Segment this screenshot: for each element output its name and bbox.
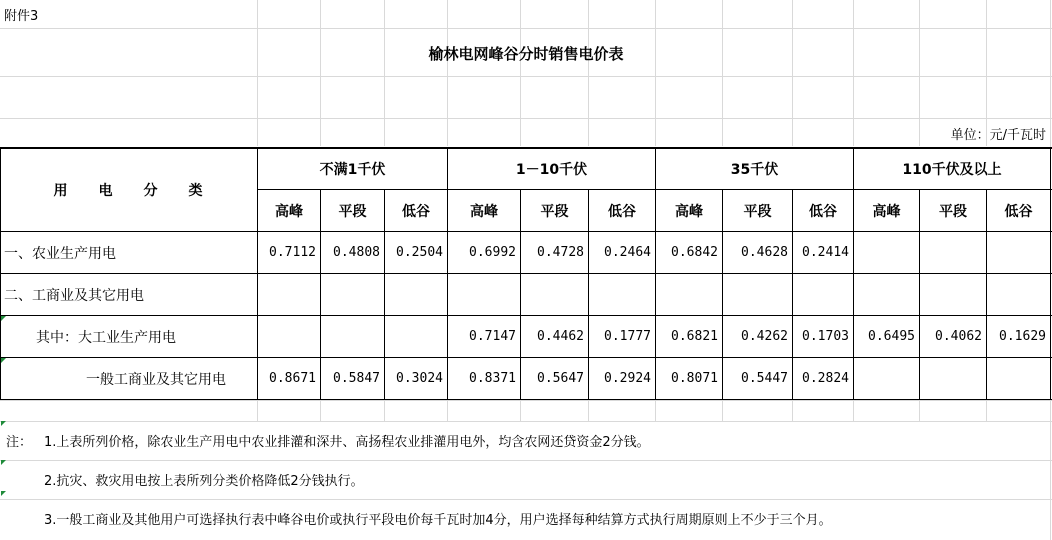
price-cell	[258, 316, 320, 357]
period-header: 低谷	[1004, 203, 1033, 220]
price-cell	[589, 274, 655, 315]
price-cell	[920, 358, 986, 399]
price-cell	[854, 358, 919, 399]
price-cell	[854, 232, 919, 273]
price-cell	[448, 274, 520, 315]
price-cell: 0.5847	[333, 371, 380, 386]
price-cell	[321, 274, 384, 315]
period-header: 高峰	[275, 203, 303, 220]
price-cell: 0.2414	[802, 245, 849, 260]
price-cell	[385, 274, 447, 315]
price-cell: 0.4462	[537, 329, 584, 344]
price-cell: 0.3024	[396, 371, 443, 386]
price-cell: 0.1629	[999, 329, 1046, 344]
price-cell: 0.2924	[604, 371, 651, 386]
period-header: 平段	[540, 203, 569, 220]
row-label: 一般工商业及其它用电	[86, 371, 226, 388]
price-cell: 0.2464	[604, 245, 651, 260]
price-cell	[321, 316, 384, 357]
period-header: 平段	[939, 203, 967, 220]
price-cell: 0.7147	[469, 329, 516, 344]
price-cell: 0.6495	[868, 329, 915, 344]
period-header: 平段	[743, 203, 772, 220]
note-item: 3.一般工商业及其他用户可选择执行表中峰谷电价或执行平段电价每千瓦时加4分，用户选择每种结算方式执行周期原则上不少于三个月。	[44, 512, 832, 528]
period-header: 高峰	[675, 203, 703, 220]
price-cell: 0.2504	[396, 245, 443, 260]
price-cell	[987, 358, 1050, 399]
unit-label: 单位：元/千瓦时	[950, 127, 1046, 143]
voltage-group-header: 110千伏及以上	[902, 162, 1002, 178]
note-item: 2.抗灾、救灾用电按上表所列分类价格降低2分钱执行。	[44, 473, 364, 489]
price-cell: 0.4808	[333, 245, 380, 260]
price-cell	[521, 274, 588, 315]
price-cell: 0.4628	[741, 245, 788, 260]
price-cell: 0.8071	[671, 371, 718, 386]
price-cell: 0.6992	[469, 245, 516, 260]
price-cell	[987, 232, 1050, 273]
price-cell: 0.5647	[537, 371, 584, 386]
period-header: 高峰	[872, 203, 901, 220]
price-cell: 0.2824	[802, 371, 849, 386]
row-label: 其中：大工业生产用电	[36, 329, 176, 346]
price-cell: 0.4262	[741, 329, 788, 344]
category-header: 用 电 分 类	[53, 183, 204, 199]
page-title: 榆林电网峰谷分时销售电价表	[428, 44, 624, 63]
attachment-label: 附件3	[4, 8, 39, 24]
row-label: 二、工商业及其它用电	[4, 287, 144, 304]
price-cell: 0.1777	[604, 329, 651, 344]
price-cell	[385, 316, 447, 357]
price-cell	[793, 274, 853, 315]
price-cell	[723, 274, 792, 315]
price-cell: 0.8371	[469, 371, 516, 386]
row-label: 一、农业生产用电	[4, 245, 116, 262]
price-cell	[920, 274, 986, 315]
price-cell: 0.6842	[671, 245, 718, 260]
price-cell	[258, 274, 320, 315]
price-cell: 0.4062	[935, 329, 982, 344]
price-cell	[920, 232, 986, 273]
price-cell: 0.6821	[671, 329, 718, 344]
price-cell: 0.1703	[802, 329, 849, 344]
price-cell: 0.5447	[741, 371, 788, 386]
period-header: 低谷	[608, 203, 636, 220]
period-header: 低谷	[402, 203, 430, 220]
period-header: 低谷	[809, 203, 837, 220]
voltage-group-header: 不满1千伏	[319, 162, 386, 178]
price-cell	[854, 274, 919, 315]
notes-prefix: 注：	[6, 434, 33, 450]
price-cell	[987, 274, 1050, 315]
note-item: 1.上表所列价格，除农业生产用电中农业排灌和深井、高扬程农业排灌用电外，均含农网还贷资金2分钱。	[44, 434, 650, 450]
price-cell: 0.8671	[269, 371, 316, 386]
voltage-group-header: 35千伏	[730, 162, 779, 178]
price-cell: 0.4728	[537, 245, 584, 260]
price-cell: 0.7112	[269, 245, 316, 260]
period-header: 平段	[338, 203, 367, 220]
price-cell	[656, 274, 722, 315]
voltage-group-header: 1－10千伏	[515, 162, 588, 178]
period-header: 高峰	[470, 203, 498, 220]
